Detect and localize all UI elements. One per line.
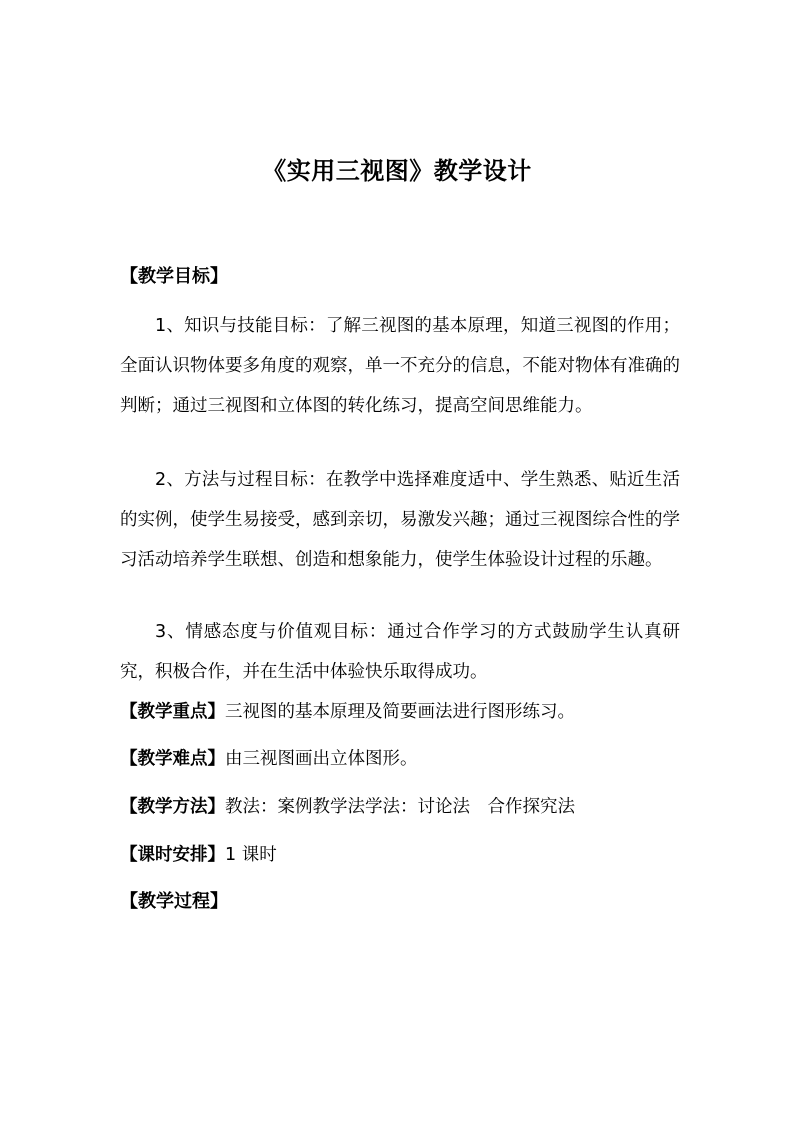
objective-method: 2、方法与过程目标：在教学中选择难度适中、学生熟悉、贴近生活的实例，使学生易接受，感到亲切，易激发兴趣；通过三视图综合性的学习活动培养学生联想、创造和想象能力，使学生体验设计过程的乐趣。 bbox=[120, 470, 680, 570]
document-title: 《实用三视图》教学设计 bbox=[262, 157, 532, 185]
schedule-row bbox=[120, 840, 680, 870]
key-points-row bbox=[120, 697, 680, 727]
schedule-label: 【课时安排】 bbox=[120, 845, 225, 865]
objective-emotion: 3、情感态度与价值观目标：通过合作学习的方式鼓励学生认真研究，积极合作，并在生活中体验快乐取得成功。 bbox=[120, 622, 680, 682]
methods-row bbox=[120, 792, 680, 822]
difficulties-row bbox=[120, 744, 680, 774]
key-points-text: 三视图的基本原理及简要画法进行图形练习。 bbox=[225, 702, 575, 722]
objective-knowledge: 1、知识与技能目标：了解三视图的基本原理，知道三视图的作用；全面认识物体要多角度的观察，单一不充分的信息，不能对物体有准确的判断；通过三视图和立体图的转化练习，提高空间思维能力。 bbox=[120, 316, 680, 416]
process-heading: 【教学过程】 bbox=[120, 891, 228, 912]
difficulties-text: 由三视图画出立体图形。 bbox=[225, 749, 418, 769]
methods-text: 教法：案例教学法学法：讨论法 合作探究法 bbox=[225, 797, 575, 817]
methods-label: 【教学方法】 bbox=[120, 797, 225, 817]
schedule-text: 1 课时 bbox=[225, 845, 277, 865]
objectives-heading: 【教学目标】 bbox=[120, 266, 228, 287]
key-points-label: 【教学重点】 bbox=[120, 702, 225, 722]
difficulties-label: 【教学难点】 bbox=[120, 749, 225, 769]
